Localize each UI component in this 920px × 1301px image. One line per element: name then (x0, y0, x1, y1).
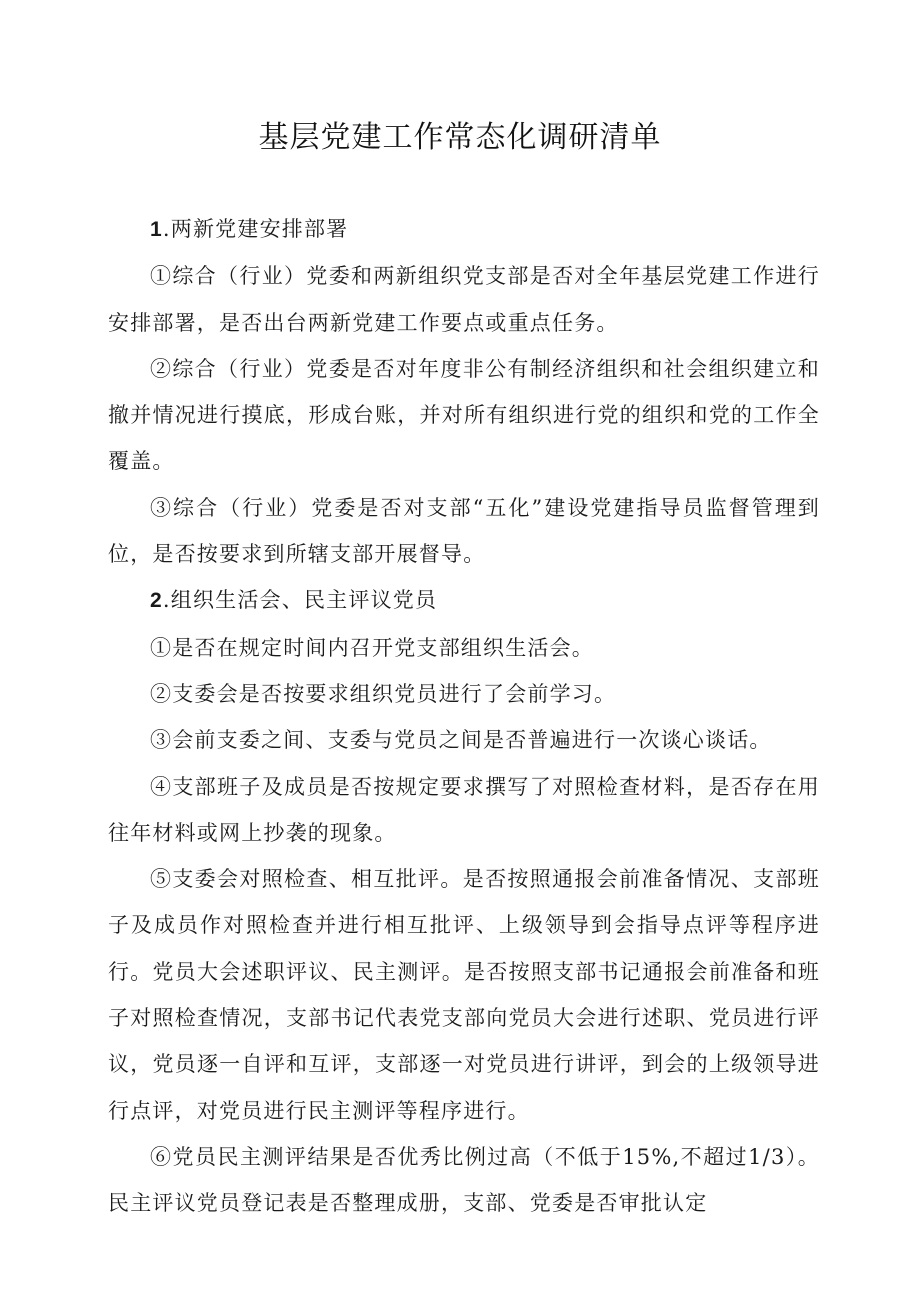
checklist-item: ①综合（行业）党委和两新组织党支部是否对全年基层党建工作进行安排部署，是否出台两新党建工作要点或重点任务。 (108, 264, 820, 335)
checklist-item: ③综合（行业）党委是否对支部“五化”建设党建指导员监督管理到位，是否按要求到所辖支部开展督导。 (108, 495, 820, 567)
checklist-item: ⑤支委会对照检查、相互批评。是否按照通报会前准备情况、支部班子及成员作对照检查并进行相互批评、上级领导到会指导点评等程序进行。党员大会述职评议、民主测评。是否按照支部书记通报会前准备和班子对照检查情况，支部书记代表党支部向党员大会进行述职、党员进行评议，党员逐一自评和互评，支部逐一对党员进行讲评，到会的上级领导进行点评，对党员进行民主测评等程序进行。 (108, 867, 820, 1123)
checklist-item: ③会前支委之间、支委与党员之间是否普遍进行一次谈心谈话。 (150, 728, 772, 753)
checklist-item: ①是否在规定时间内召开党支部组织生活会。 (150, 635, 594, 660)
section-heading (108, 577, 820, 624)
section-heading-text: .两新党建安排部署 (162, 217, 349, 241)
checklist-item: ④支部班子及成员是否按规定要求撰写了对照检查材料，是否存在用往年材料或网上抄袭的现象。 (108, 774, 820, 845)
section-heading-text: .组织生活会、民主评议党员 (162, 588, 438, 613)
checklist-item: ⑥党员民主测评结果是否优秀比例过高（不低于15%,不超过1/3）。民主评议党员登记表是否整理成册，支部、党委是否审批认定 (108, 1144, 820, 1216)
section-number: 1 (150, 218, 163, 241)
document-title: 基层党建工作常态化调研清单 (258, 120, 662, 155)
section-number: 2 (150, 589, 163, 613)
checklist-item: ②综合（行业）党委是否对年度非公有制经济组织和社会组织建立和撤并情况进行摸底，形成台账，并对所有组织进行党的组织和党的工作全覆盖。 (108, 356, 820, 474)
section-heading (108, 206, 820, 253)
document-body (108, 206, 820, 1227)
checklist-item: ②支委会是否按要求组织党员进行了会前学习。 (150, 681, 617, 706)
